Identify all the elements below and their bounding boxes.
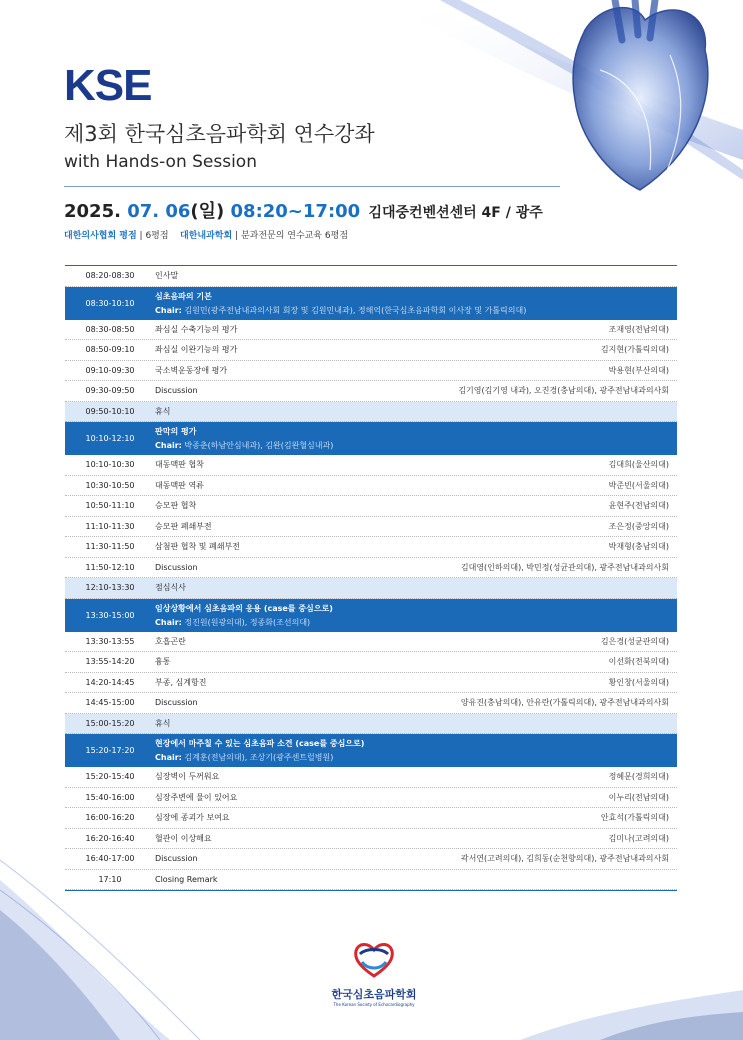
chair-label: Chair: [155,441,182,450]
session-header-row [65,422,677,455]
footer-logo [318,940,430,1007]
schedule-row [65,340,677,361]
topic-cell: Discussion [155,698,198,708]
speaker-cell: 박용현(부산의대) [608,365,669,375]
speaker-cell: 김대영(인하의대), 박민정(성균관의대), 광주전남내과의사회 [460,562,669,572]
chair-label: Chair: [155,753,182,762]
time-cell: 14:20-14:45 [85,677,135,687]
speaker-cell: 윤현주(전남의대) [608,501,669,511]
time-cell: 15:40-16:00 [85,792,135,802]
page-subtitle: with Hands-on Session [64,152,257,172]
header [64,61,564,172]
schedule-row [65,808,677,829]
schedule-row [65,632,677,653]
speaker-cell: 이선화(전북의대) [608,657,669,667]
topic-cell: 좌심실 이완기능의 평가 [155,345,238,355]
session-title: 현장에서 마주칠 수 있는 심초음파 소견 (case를 중심으로) [155,739,365,748]
topic-cell: 흉통 [155,657,171,667]
society-name-korean: 한국심초음파학회 [331,988,417,1001]
speaker-cell: 안효석(가톨릭의대) [600,813,669,823]
time-cell: 15:20-15:40 [85,772,135,782]
session-header-row [65,287,677,320]
schedule-row [65,266,677,287]
kaim-credit-label: 대한내과학회 [180,231,233,241]
chair-names: 정진원(원광의대), 정종화(조선의대) [184,617,311,627]
schedule-row [65,558,677,579]
speaker-cell: 양유진(충남의대), 안유란(가톨릭의대), 광주전남내과의사회 [460,698,669,708]
time-cell: 08:30-10:10 [85,298,135,308]
chair-names: 김원민(광주전남내과의사회 회장 및 김원민내과), 정해억(한국심초음파학회 이사장 및 가톨릭의대) [184,305,527,315]
topic-cell: 휴식 [155,406,171,416]
kaim-credit-value: 분과전문의 연수교육 6평점 [240,231,349,241]
time-cell: 10:10-12:10 [85,434,135,443]
schedule-row [65,455,677,476]
session-title-cell [155,738,677,763]
time-cell: 13:55-14:20 [85,657,135,667]
topic-cell: 점심식사 [155,583,186,593]
kse-logo: KSE [64,61,152,110]
topic-cell: 휴식 [155,718,171,728]
schedule-row [65,517,677,538]
event-time: 08:20~17:00 [230,201,361,222]
time-cell: 09:10-09:30 [85,365,135,375]
time-cell: 11:50-12:10 [85,562,135,572]
page-title: 제3회 한국심초음파학회 연수강좌 [64,122,375,146]
topic-cell: 심장주변에 물이 있어요 [155,792,238,802]
topic-cell: 호흡곤란 [155,636,186,646]
break-row [65,714,677,735]
time-cell: 15:00-15:20 [85,718,135,728]
time-cell: 16:20-16:40 [85,833,135,843]
session-header-row [65,734,677,767]
time-cell: 14:45-15:00 [85,698,135,708]
schedule-row [65,829,677,850]
schedule-row [65,849,677,870]
topic-cell: Discussion [155,854,198,864]
chair-label: Chair: [155,305,182,315]
time-cell: 10:50-11:10 [85,501,135,511]
topic-cell: 대동맥판 협착 [155,460,204,470]
time-cell: 08:30-08:50 [85,324,135,334]
topic-cell: 부종, 심계항진 [155,677,207,687]
speaker-cell: 박재형(충남의대) [608,542,669,552]
schedule-row [65,673,677,694]
session-title-cell [155,426,677,451]
time-cell: 08:50-09:10 [85,345,135,355]
topic-cell: Discussion [155,562,198,572]
session-header-row [65,599,677,632]
session-chair [155,752,677,763]
session-chair [155,617,677,628]
speaker-cell: 조은정(중앙의대) [608,521,669,531]
time-cell: 08:20-08:30 [85,271,135,281]
schedule-row [65,361,677,382]
topic-cell: Closing Remark [155,874,218,884]
time-cell: 10:10-10:30 [85,460,135,470]
topic-cell: 혈관이 이상해요 [155,833,212,843]
speaker-cell: 김기영(김기영 내과), 오진경(충남의대), 광주전남내과의사회 [458,386,669,396]
topic-cell: 승모판 폐쇄부전 [155,521,212,531]
speaker-cell: 박준빈(서울의대) [608,480,669,490]
topic-cell: 승모판 협착 [155,501,197,511]
schedule-row [65,767,677,788]
speaker-cell: 김은경(성균관의대) [600,636,669,646]
chair-names: 김계훈(전남의대), 조상기(광주센트럴병원) [184,753,334,762]
time-cell: 09:30-09:50 [85,386,135,396]
society-emblem-icon [352,940,396,980]
session-chair [155,440,677,451]
session-title-cell [155,603,677,628]
schedule-row [65,496,677,517]
session-title: 임상상황에서 심초음파의 응용 (case를 중심으로) [155,603,333,613]
speaker-cell: 김미나(고려의대) [608,833,669,843]
time-cell: 13:30-13:55 [85,636,135,646]
kma-credit-value: 6평점 [145,231,169,241]
session-title: 판막의 평가 [155,427,197,436]
topic-cell: Discussion [155,386,198,396]
schedule-row [65,381,677,402]
session-chair [155,305,677,316]
schedule-row [65,693,677,714]
topic-cell: 심장에 종괴가 보여요 [155,813,230,823]
break-row [65,402,677,423]
time-cell: 11:30-11:50 [85,542,135,552]
chair-label: Chair: [155,617,182,627]
time-cell: 17:10 [98,874,122,884]
time-cell: 15:20-17:20 [85,746,135,755]
date-month-day: 07. 06 [127,201,191,222]
speaker-cell: 황인창(서울의대) [608,677,669,687]
event-venue: 김대중컨벤션센터 4F / 광주 [368,205,543,221]
schedule-row [65,652,677,673]
speaker-cell: 이누리(전남의대) [608,792,669,802]
topic-cell: 심장벽이 두꺼워요 [155,772,220,782]
schedule-row [65,537,677,558]
schedule-row [65,320,677,341]
schedule-row [65,788,677,809]
speaker-cell: 김지현(가톨릭의대) [600,345,669,355]
time-cell: 11:10-11:30 [85,521,135,531]
speaker-cell: 곽서연(고려의대), 김희동(순천향의대), 광주전남내과의사회 [460,854,669,864]
date-year: 2025. [64,201,128,222]
society-name-english: The Korean Society of Echocardiography [333,1002,415,1007]
event-dateline [64,197,543,223]
time-cell: 16:00-16:20 [85,813,135,823]
header-divider [64,186,560,187]
schedule-table [65,265,677,891]
topic-cell: 대동맥판 역류 [155,480,204,490]
topic-cell: 삼첨판 협착 및 폐쇄부전 [155,542,240,552]
credit-info: 대한의사협회 평점 | 6평점 대한내과학회 | 분과전문의 연수교육 6평점 [64,231,349,241]
chair-names: 박종춘(하남안심내과), 김완(김완혈심내과) [184,441,334,450]
time-cell: 13:30-15:00 [85,610,135,620]
time-cell: 10:30-10:50 [85,480,135,490]
session-title-cell [155,291,677,316]
time-cell: 09:50-10:10 [85,406,135,416]
session-title: 심초음파의 기본 [155,291,212,301]
topic-cell: 국소벽운동장애 평가 [155,365,228,375]
time-cell: 12:10-13:30 [85,583,135,593]
speaker-cell: 김대희(울산의대) [608,460,669,470]
topic-cell: 좌심실 수축기능의 평가 [155,324,238,334]
kma-credit-label: 대한의사협회 평점 [64,231,137,241]
topic-cell: 인사말 [155,271,179,281]
speaker-cell: 정혜문(경희의대) [608,772,669,782]
schedule-row [65,870,677,891]
break-row [65,578,677,599]
date-weekday: (일) [190,201,231,222]
schedule-row [65,476,677,497]
speaker-cell: 조재영(전남의대) [608,324,669,334]
time-cell: 16:40-17:00 [85,854,135,864]
